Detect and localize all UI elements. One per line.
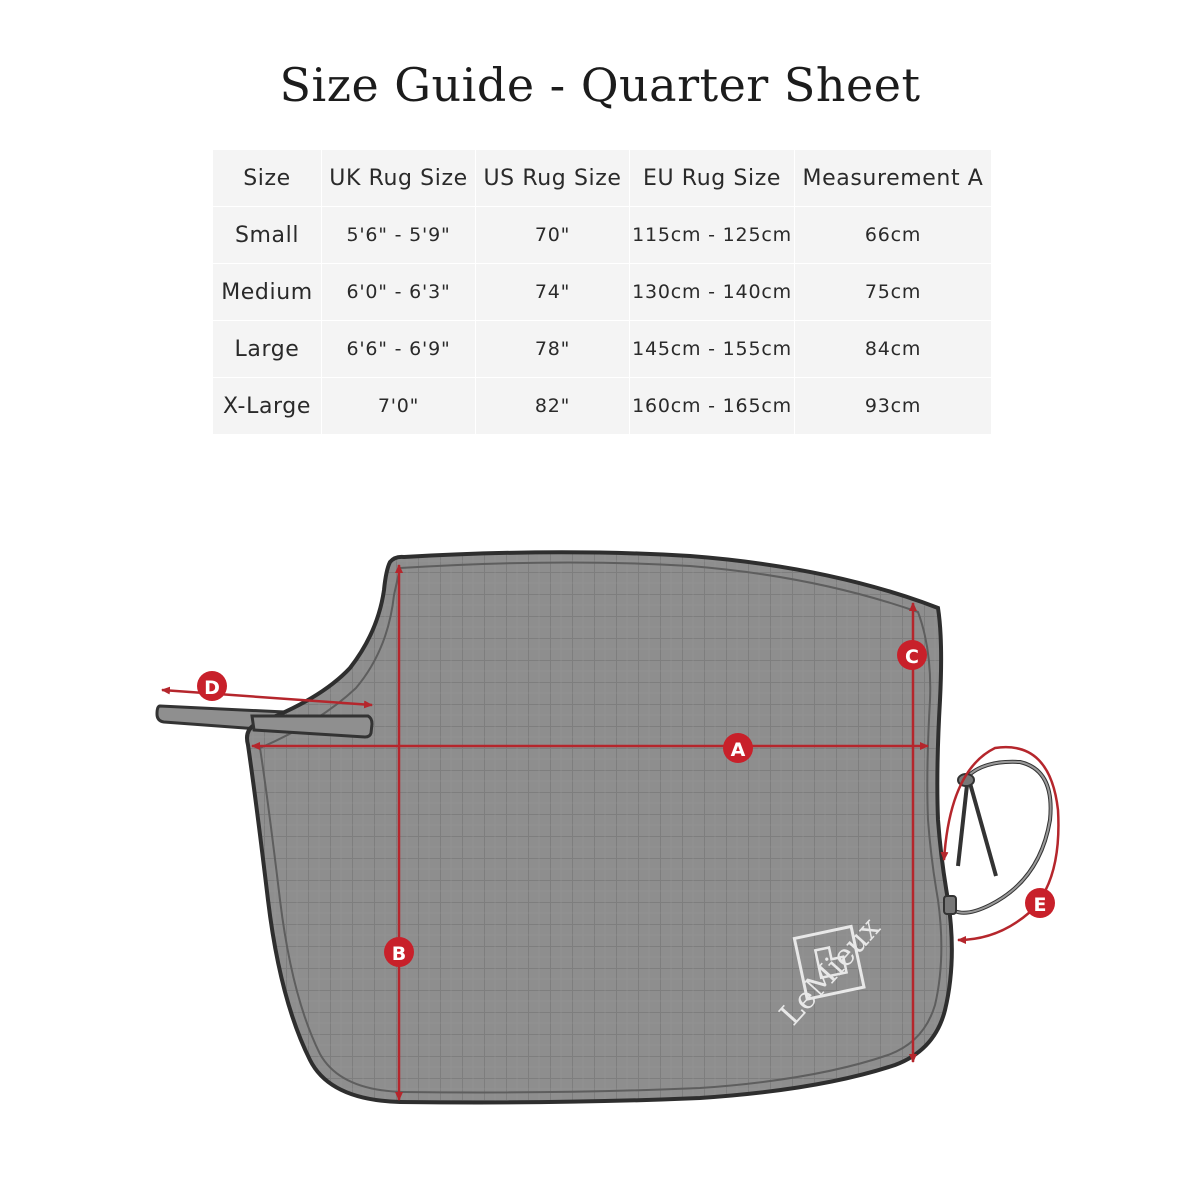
table-cell-us: 74" [476, 264, 630, 321]
table-cell-size: Medium [213, 264, 322, 321]
header-size: Size [213, 150, 322, 207]
table-cell-eu: 115cm - 125cm [630, 207, 795, 264]
table-cell-uk: 6'0" - 6'3" [322, 264, 476, 321]
marker-b [384, 937, 414, 967]
table-cell-us: 70" [476, 207, 630, 264]
marker-d [197, 671, 227, 701]
logo-text: LeMieux [773, 910, 888, 1033]
marker-d-label: D [204, 677, 220, 699]
marker-e-label: E [1033, 894, 1047, 916]
marker-b-label: B [391, 943, 407, 965]
table-cell-measurement: 66cm [795, 207, 992, 264]
table-cell-measurement: 93cm [795, 378, 992, 435]
marker-c-label: C [905, 646, 919, 668]
sheet-body [247, 552, 952, 1102]
table-cell-size: X-Large [213, 378, 322, 435]
table-cell-eu: 130cm - 140cm [630, 264, 795, 321]
table-cell-size: Large [213, 321, 322, 378]
table-cell-eu: 160cm - 165cm [630, 378, 795, 435]
page-title: Size Guide - Quarter Sheet [279, 58, 921, 112]
table-cell-size: Small [213, 207, 322, 264]
table-cell-us: 78" [476, 321, 630, 378]
marker-c [897, 640, 927, 670]
header-eu-rug-size: EU Rug Size [630, 150, 795, 207]
table-cell-uk: 7'0" [322, 378, 476, 435]
table-cell-uk: 6'6" - 6'9" [322, 321, 476, 378]
table-cell-measurement: 84cm [795, 321, 992, 378]
table-cell-uk: 5'6" - 5'9" [322, 207, 476, 264]
table-cell-eu: 145cm - 155cm [630, 321, 795, 378]
marker-a-label: A [730, 739, 746, 761]
header-uk-rug-size: UK Rug Size [322, 150, 476, 207]
table-cell-measurement: 75cm [795, 264, 992, 321]
marker-e [1025, 888, 1055, 918]
table-cell-us: 82" [476, 378, 630, 435]
header-measurement-a: Measurement A [795, 150, 992, 207]
marker-a [723, 733, 753, 763]
header-us-rug-size: US Rug Size [476, 150, 630, 207]
